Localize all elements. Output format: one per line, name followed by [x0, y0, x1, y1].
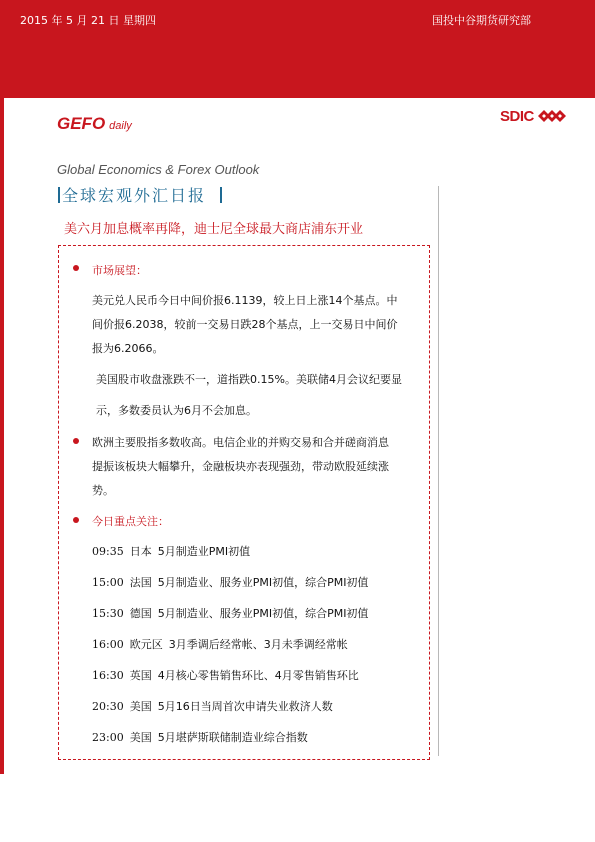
brand-name: GEFO — [57, 114, 106, 133]
event-country: 美国 — [129, 731, 152, 744]
event-time: 15:30 — [92, 607, 124, 620]
sdic-logo — [500, 106, 568, 126]
event-country: 美国 — [129, 700, 152, 713]
headline: 美六月加息概率再降，迪士尼全球最大商店浦东开业 — [64, 222, 364, 237]
organization-name: 国投中谷期货研究部 — [432, 14, 531, 27]
event-row — [92, 543, 250, 559]
europe-line: 势。 — [92, 484, 114, 497]
event-item: 5月制造业、服务业PMI初值，综合PMI初值 — [157, 607, 369, 620]
event-time: 15:00 — [92, 576, 124, 589]
report-date: 2015 年 5 月 21 日 星期四 — [20, 14, 156, 27]
event-time: 16:30 — [92, 669, 124, 682]
market-para2-line: 示，多数委员认为6月不会加息。 — [96, 404, 257, 417]
report-title-text: 全球宏观外汇日报 — [62, 186, 207, 205]
europe-line: 提振该板块大幅攀升，金融板块亦表现强劲，带动欧股延续涨 — [92, 460, 389, 473]
event-country: 英国 — [129, 669, 152, 682]
logo-text: SDIC — [500, 107, 534, 125]
brand-suffix: daily — [109, 120, 132, 132]
event-country: 欧元区 — [129, 638, 163, 651]
event-row — [92, 729, 308, 745]
brand-wordmark — [57, 114, 132, 134]
event-item: 5月堪萨斯联储制造业综合指数 — [157, 731, 308, 744]
event-row — [92, 574, 368, 590]
event-row — [92, 636, 348, 652]
europe-line: 欧洲主要股指多数收高。电信企业的并购交易和合并磋商消息 — [92, 436, 389, 449]
market-para1-line: 报为6.2066。 — [92, 342, 164, 355]
bullet-focus — [73, 517, 79, 523]
event-country: 法国 — [129, 576, 152, 589]
event-row — [92, 698, 333, 714]
logo-diamonds-icon — [536, 108, 568, 124]
event-time: 20:30 — [92, 700, 124, 713]
event-country: 德国 — [129, 607, 152, 620]
bullet-europe — [73, 438, 79, 444]
market-para2-line: 美国股市收盘涨跌不一，道指跌0.15%。美联储4月会议纪要显 — [96, 373, 402, 386]
event-country: 日本 — [129, 545, 152, 558]
event-item: 4月核心零售销售环比、4月零售销售环比 — [157, 669, 359, 682]
event-row — [92, 605, 368, 621]
title-bar-left — [58, 187, 60, 203]
focus-label: 今日重点关注： — [92, 515, 169, 528]
bullet-market — [73, 265, 79, 271]
event-item: 3月季调后经常帐、3月未季调经常帐 — [168, 638, 348, 651]
title-bar-right — [220, 187, 222, 203]
event-row — [92, 667, 359, 683]
left-accent-rule — [0, 98, 4, 774]
event-item: 5月16日当周首次申请失业救济人数 — [157, 700, 333, 713]
vertical-divider — [438, 186, 439, 756]
event-item: 5月制造业、服务业PMI初值，综合PMI初值 — [157, 576, 369, 589]
event-time: 23:00 — [92, 731, 124, 744]
event-item: 5月制造业PMI初值 — [157, 545, 251, 558]
english-subtitle: Global Economics & Forex Outlook — [57, 162, 260, 177]
event-time: 09:35 — [92, 545, 124, 558]
market-para1-line: 美元兑人民币今日中间价报6.1139，较上日上涨14个基点。中 — [92, 294, 398, 307]
market-label: 市场展望： — [92, 264, 147, 277]
market-para1-line: 间价报6.2038，较前一交易日跌28个基点，上一交易日中间价 — [92, 318, 398, 331]
report-title — [58, 183, 222, 206]
event-time: 16:00 — [92, 638, 124, 651]
